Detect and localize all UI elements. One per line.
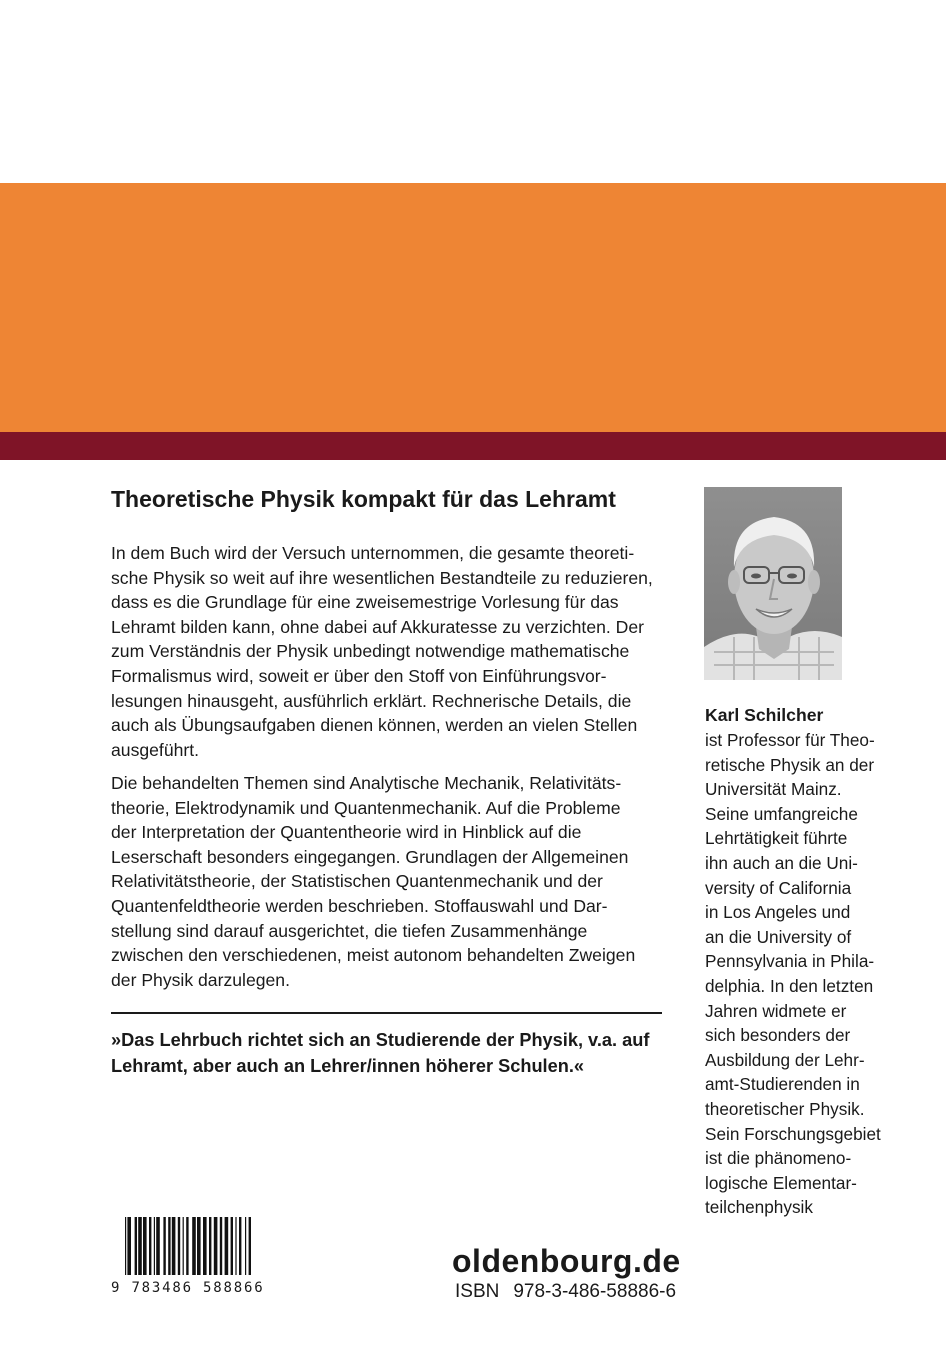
barcode-bar <box>143 1217 147 1275</box>
text-line: ausgeführt. <box>111 739 200 760</box>
barcode-bar <box>245 1217 246 1275</box>
bio-line: Universität Mainz. <box>705 779 842 800</box>
text-line: Die behandelten Themen sind Analytische Mechanik, Relativitäts- <box>111 773 622 793</box>
book-title: Theoretische Physik kompakt für das Lehramt <box>111 486 616 512</box>
bio-line: logische Elementar- <box>705 1172 857 1193</box>
text-line: In dem Buch wird der Versuch unternommen, die gesamte theoreti- <box>111 543 635 563</box>
barcode-bar <box>172 1217 176 1275</box>
description-paragraph-1 <box>111 541 653 762</box>
barcode-bar <box>168 1217 170 1275</box>
quote-line: »Das Lehrbuch richtet sich an Studierende der Physik, v.a. auf <box>111 1030 650 1050</box>
barcode-bar <box>235 1217 236 1275</box>
author-bio <box>705 728 881 1220</box>
red-accent-band <box>0 432 946 460</box>
text-line: stellung sind darauf ausgerichtet, die tiefen Zusammenhänge <box>111 920 588 941</box>
isbn-label: ISBN <box>455 1281 500 1302</box>
barcode-bar <box>225 1217 229 1275</box>
barcode-bar <box>192 1217 196 1275</box>
barcode-bar <box>183 1217 184 1275</box>
text-line: der Physik darzulegen. <box>111 969 290 990</box>
text-line: zwischen den verschiedenen, meist autonom behandelten Zweigen <box>111 945 636 966</box>
bio-line: retische Physik an der <box>705 754 875 775</box>
author-portrait-image <box>704 487 842 680</box>
text-line: Formalismus wird, soweit er über den Stoff von Einführungsvor- <box>111 665 607 686</box>
bio-line: ist die phänomeno- <box>705 1148 852 1169</box>
bio-line: Ausbildung der Lehr- <box>705 1049 865 1070</box>
bio-line: teilchenphysik <box>705 1197 813 1218</box>
barcode-bar <box>127 1217 131 1275</box>
orange-header-band <box>0 183 946 432</box>
bio-line: theoretischer Physik. <box>705 1098 865 1119</box>
text-line: Relativitätstheorie, der Statistischen Quantenmechanik und der <box>111 871 603 892</box>
divider-rule <box>111 1012 662 1014</box>
text-line: dass es die Grundlage für eine zweisemestrige Vorlesung für das <box>111 592 619 613</box>
bio-line: Seine umfangreiche <box>705 803 858 824</box>
publisher-website: oldenbourg.de <box>452 1243 681 1279</box>
text-line: Lehramt bilden kann, ohne dabei auf Akkuratesse zu verzichten. Der <box>111 616 645 637</box>
bio-line: amt-Studierenden in <box>705 1074 860 1095</box>
barcode-bar <box>214 1217 218 1275</box>
bio-line: Lehrtätigkeit führte <box>705 828 848 849</box>
bio-line: in Los Angeles und <box>705 902 851 923</box>
barcode-bar <box>135 1217 137 1275</box>
isbn-number: 978-3-486-58886-6 <box>513 1281 677 1302</box>
barcode-bar <box>239 1217 241 1275</box>
author-photo <box>704 487 842 680</box>
text-line: der Interpretation der Quantentheorie wird in Hinblick auf die <box>111 822 582 843</box>
bio-line: ist Professor für Theo- <box>705 730 875 750</box>
pull-quote <box>111 1027 649 1079</box>
barcode-bar <box>209 1217 211 1275</box>
barcode-bar <box>125 1217 126 1275</box>
barcode-digits: 9 783486 588866 <box>111 1280 265 1296</box>
barcode-bar <box>249 1217 251 1275</box>
author-name: Karl Schilcher <box>705 705 824 725</box>
barcode-bar <box>197 1217 201 1275</box>
barcode-bar <box>220 1217 222 1275</box>
text-line: auch als Übungsaufgaben dienen können, werden an vielen Stellen <box>111 715 638 736</box>
text-line: lesungen hinausgeht, ausführlich erklärt. Rechnerische Details, die <box>111 690 632 711</box>
barcode-bar <box>149 1217 151 1275</box>
text-line: Leserschaft besonders eingegangen. Grundlagen der Allgemeinen <box>111 846 629 867</box>
barcode-bar <box>154 1217 155 1275</box>
barcode <box>111 1217 279 1275</box>
barcode-bar <box>138 1217 142 1275</box>
bio-line: Pennsylvania in Phila- <box>705 951 875 972</box>
barcode-bar <box>178 1217 180 1275</box>
text-line: theorie, Elektrodynamik und Quantenmechanik. Auf die Probleme <box>111 797 621 818</box>
bio-line: an die University of <box>705 926 852 947</box>
text-line: zum Verständnis der Physik unbedingt notwendige mathematische <box>111 641 630 662</box>
bio-line: ihn auch an die Uni- <box>705 852 858 873</box>
bio-line: delphia. In den letzten <box>705 975 874 996</box>
barcode-bar <box>203 1217 207 1275</box>
barcode-bar <box>156 1217 160 1275</box>
bio-line: sich besonders der <box>705 1025 851 1046</box>
bio-line: Sein Forschungsgebiet <box>705 1123 881 1144</box>
text-line: sche Physik so weit auf ihre wesentlichen Bestandteile zu reduzieren, <box>111 567 653 588</box>
isbn-line <box>455 1280 676 1304</box>
bio-line: versity of California <box>705 877 852 898</box>
bio-line: Jahren widmete er <box>705 1000 847 1021</box>
text-line: Quantenfeldtheorie werden beschrieben. Stoffauswahl und Dar- <box>111 895 608 916</box>
barcode-bar <box>163 1217 165 1275</box>
barcode-bar <box>231 1217 233 1275</box>
description-paragraph-2 <box>111 771 635 992</box>
quote-line: Lehramt, aber auch an Lehrer/innen höherer Schulen.« <box>111 1056 584 1076</box>
barcode-bar <box>186 1217 188 1275</box>
